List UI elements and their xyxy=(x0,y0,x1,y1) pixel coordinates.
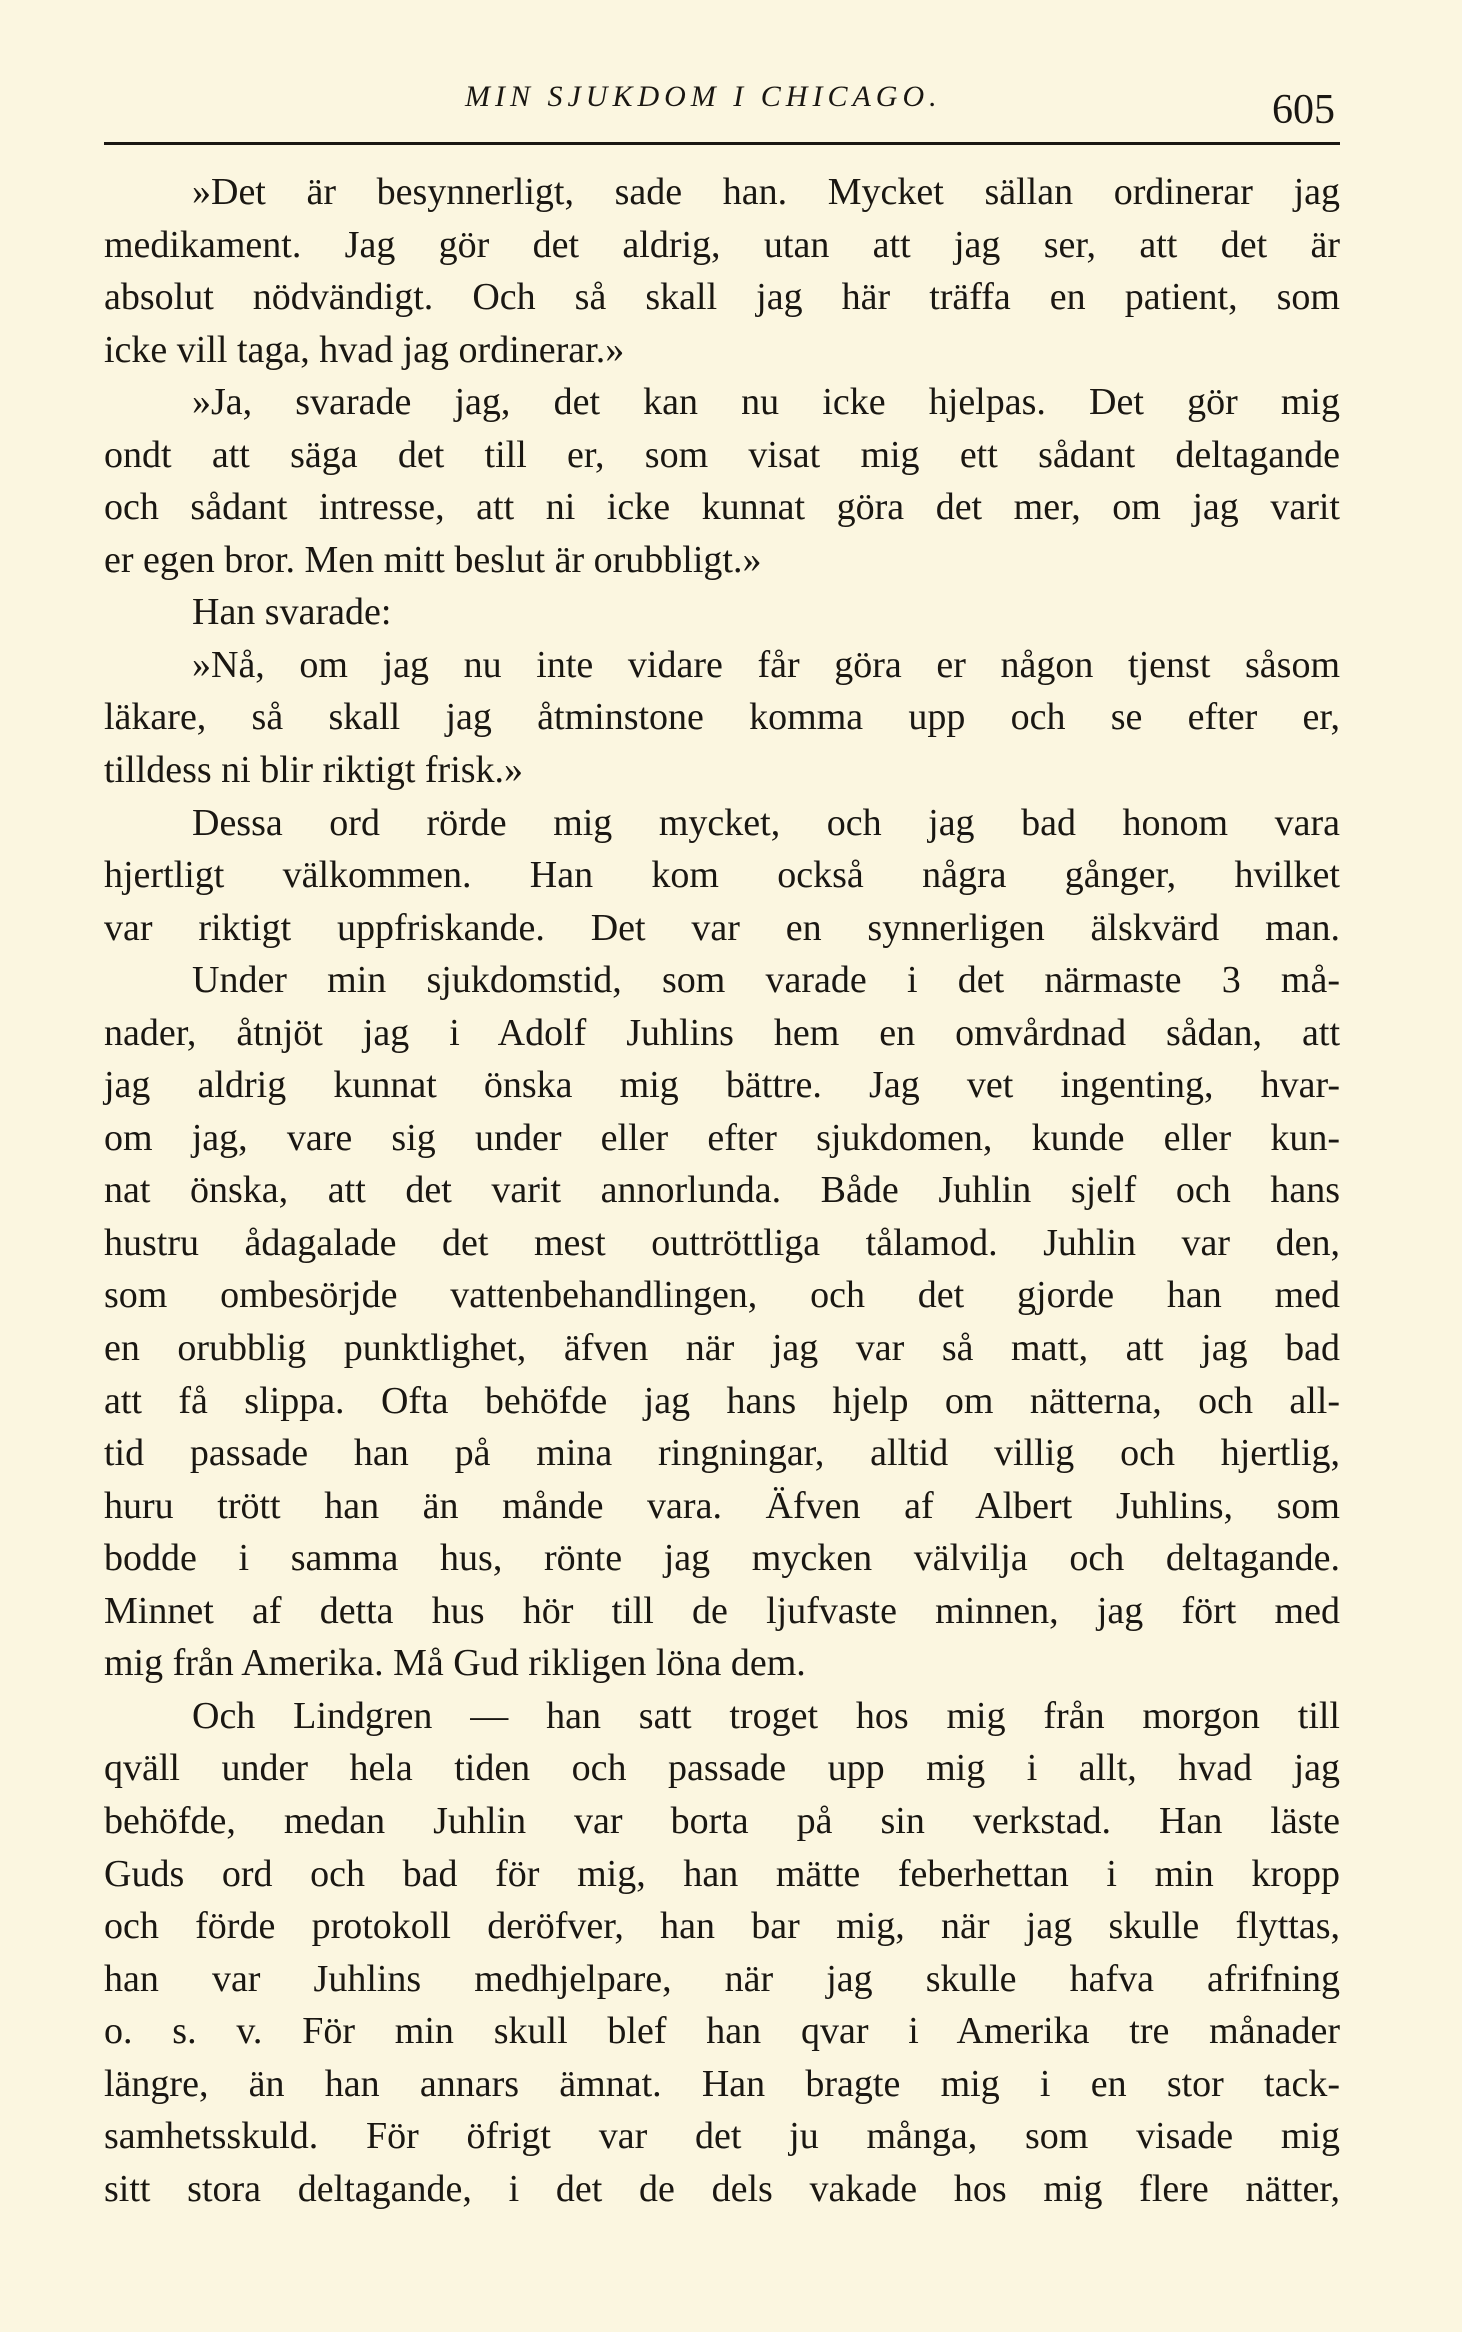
text-line: tilldess ni blir riktigt frisk.» xyxy=(104,749,524,792)
text-line: Minnet af detta hus hör till de ljufvaste minnen, jag fört med xyxy=(104,1589,1340,1632)
text-line: hustru ådagalade det mest outtröttliga tålamod. Juhlin var den, xyxy=(104,1221,1340,1264)
text-line: att få slippa. Ofta behöfde jag hans hjelp om nätterna, och all- xyxy=(104,1379,1340,1422)
text-line: Guds ord och bad för mig, han mätte feberhettan i min kropp xyxy=(104,1852,1340,1895)
text-line: och sådant intresse, att ni icke kunnat göra det mer, om jag varit xyxy=(104,486,1340,529)
text-line: en orubblig punktlighet, äfven när jag var så matt, att jag bad xyxy=(104,1327,1340,1370)
text-line: läkare, så skall jag åtminstone komma upp och se efter er, xyxy=(104,696,1340,739)
text-line: längre, än han annars ämnat. Han bragte mig i en stor tack- xyxy=(104,2062,1340,2105)
text-line: om jag, vare sig under eller efter sjukdomen, kunde eller kun- xyxy=(104,1116,1340,1159)
running-title: MIN SJUKDOM I CHICAGO. xyxy=(465,80,942,113)
text-line: er egen bror. Men mitt beslut är orubbligt.» xyxy=(104,538,762,581)
header-rule xyxy=(104,142,1340,145)
text-line: nat önska, att det varit annorlunda. Både Juhlin sjelf och hans xyxy=(104,1169,1340,1212)
text-line: absolut nödvändigt. Och så skall jag här träffa en patient, som xyxy=(104,276,1340,319)
text-line: samhetsskuld. För öfrigt var det ju många, som visade mig xyxy=(104,2115,1340,2158)
text-line: mig från Amerika. Må Gud rikligen löna dem. xyxy=(104,1642,806,1685)
text-line: Han svarade: xyxy=(192,591,392,634)
text-line: icke vill taga, hvad jag ordinerar.» xyxy=(104,328,625,371)
text-line: sitt stora deltagande, i det de dels vakade hos mig flere nätter, xyxy=(104,2167,1340,2210)
text-line: Och Lindgren — han satt troget hos mig från morgon till xyxy=(192,1694,1340,1737)
text-line: tid passade han på mina ringningar, alltid villig och hjertlig, xyxy=(104,1432,1340,1475)
text-line: »Det är besynnerligt, sade han. Mycket sällan ordinerar jag xyxy=(192,171,1340,213)
text-line: qväll under hela tiden och passade upp mig i allt, hvad jag xyxy=(104,1747,1340,1790)
text-line: och förde protokoll deröfver, han bar mig, när jag skulle flyttas, xyxy=(104,1905,1340,1948)
text-line: huru trött han än månde vara. Äfven af Albert Juhlins, som xyxy=(104,1484,1340,1527)
text-line: jag aldrig kunnat önska mig bättre. Jag vet ingenting, hvar- xyxy=(104,1064,1340,1107)
text-line: behöfde, medan Juhlin var borta på sin verkstad. Han läste xyxy=(104,1799,1340,1842)
text-line: hjertligt välkommen. Han kom också några gånger, hvilket xyxy=(104,854,1340,897)
text-line: nader, åtnjöt jag i Adolf Juhlins hem en omvårdnad sådan, att xyxy=(104,1011,1340,1054)
text-line: o. s. v. För min skull blef han qvar i Amerika tre månader xyxy=(104,2010,1340,2053)
page-number: 605 xyxy=(1272,87,1335,133)
text-line: medikament. Jag gör det aldrig, utan att jag ser, att det är xyxy=(104,223,1340,266)
text-line: som ombesörjde vattenbehandlingen, och det gjorde han med xyxy=(104,1274,1340,1317)
text-line: han var Juhlins medhjelpare, när jag skulle hafva afrifning xyxy=(104,1957,1340,2000)
text-line: »Ja, svarade jag, det kan nu icke hjelpas. Det gör mig xyxy=(192,381,1340,424)
text-line: »Nå, om jag nu inte vidare får göra er någon tjenst såsom xyxy=(192,643,1340,686)
text-line: Under min sjukdomstid, som varade i det närmaste 3 må- xyxy=(192,959,1340,1002)
text-line: var riktigt uppfriskande. Det var en synnerligen älskvärd man. xyxy=(104,906,1340,949)
body-text xyxy=(104,166,1340,2215)
page-header xyxy=(0,0,1462,150)
text-line: Dessa ord rörde mig mycket, och jag bad honom vara xyxy=(192,801,1340,844)
text-line: bodde i samma hus, rönte jag mycken välvilja och deltagande. xyxy=(104,1537,1340,1580)
text-line: ondt att säga det till er, som visat mig ett sådant deltagande xyxy=(104,433,1340,476)
